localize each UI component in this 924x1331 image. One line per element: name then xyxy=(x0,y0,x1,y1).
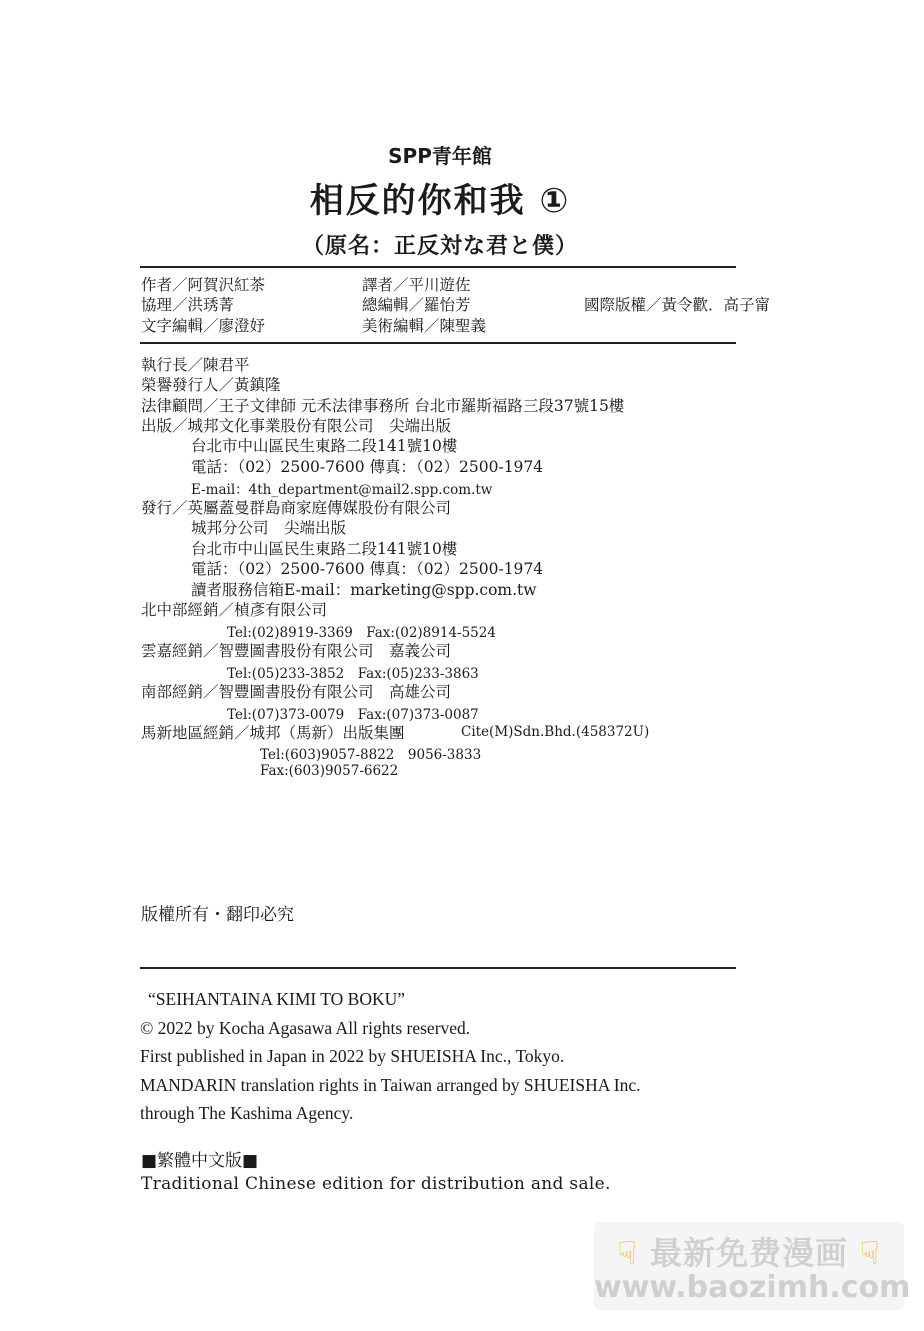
credit-coordinator: 協理／洪琇菁 xyxy=(141,296,235,314)
pointing-down-hand-icon: ☟ xyxy=(617,1234,638,1272)
chiayi-distributor-contact: Tel:(05)233-3852 Fax:(05)233-3863 xyxy=(227,666,479,682)
edition-heading: ■繁體中文版■ xyxy=(141,1151,259,1171)
credit-author: 作者／阿賀沢紅茶 xyxy=(141,276,266,294)
south-distributor: 南部經銷／智豐圖書股份有限公司 高雄公司 xyxy=(141,683,452,701)
watermark xyxy=(594,1222,911,1310)
book-title: 相反的你和我 ① xyxy=(309,181,571,221)
exec-director: 執行長／陳君平 xyxy=(141,356,250,374)
pointing-down-hand-icon: ☟ xyxy=(860,1234,881,1272)
malaysia-company: Cite(M)Sdn.Bhd.(458372U) xyxy=(461,724,650,740)
watermark-line2: www.baozimh.com xyxy=(594,1270,911,1305)
credits-top-rule xyxy=(140,266,736,268)
malaysia-distributor: 馬新地區經銷／城邦（馬新）出版集團 xyxy=(141,724,405,742)
publisher-phone: 電話：（02）2500-7600 傳真：（02）2500-1974 xyxy=(191,458,544,476)
copyright-original-title: “SEIHANTAINA KIMI TO BOKU” xyxy=(148,989,406,1009)
edition-statement: Traditional Chinese edition for distribution and sale. xyxy=(141,1174,611,1194)
malaysia-tel: Tel:(603)9057-8822 9056-3833 xyxy=(260,747,482,763)
credit-intl-rights: 國際版權／黃令歡．高子甯 xyxy=(584,296,771,314)
credit-translator: 譯者／平川遊佐 xyxy=(362,276,471,294)
rights-notice: 版權所有・翻印必究 xyxy=(141,905,294,925)
copyright-line: © 2022 by Kocha Agasawa All rights reserved. xyxy=(140,1017,471,1038)
malaysia-fax: Fax:(603)9057-6622 xyxy=(260,763,399,779)
credits-bottom-rule xyxy=(140,342,736,344)
publisher: 出版／城邦文化事業股份有限公司 尖端出版 xyxy=(141,417,452,435)
distributor-branch: 城邦分公司 尖端出版 xyxy=(191,519,347,537)
credit-art-editor: 美術編輯／陳聖義 xyxy=(362,317,487,335)
imprint-label: SPP青年館 xyxy=(388,144,492,168)
copyright-line: First published in Japan in 2022 by SHUEISHA Inc., Tokyo. xyxy=(140,1046,565,1066)
credit-chief-editor: 總編輯／羅怡芳 xyxy=(362,296,471,314)
honorary-publisher: 榮譽發行人／黃鎮隆 xyxy=(141,376,281,394)
publisher-email: E-mail：4th_department@mail2.spp.com.tw xyxy=(191,482,493,498)
legal-advisor: 法律顧問／王子文律師 元禾法律事務所 台北市羅斯福路三段37號15樓 xyxy=(141,397,625,415)
south-distributor-contact: Tel:(07)373-0079 Fax:(07)373-0087 xyxy=(227,707,479,723)
publisher-address: 台北市中山區民生東路二段141號10樓 xyxy=(191,437,458,455)
reader-service-email: 讀者服務信箱E-mail：marketing@spp.com.tw xyxy=(191,581,537,599)
chiayi-distributor: 雲嘉經銷／智豐圖書股份有限公司 嘉義公司 xyxy=(141,642,452,660)
distributor-phone: 電話：（02）2500-7600 傳真：（02）2500-1974 xyxy=(191,560,544,578)
watermark-line1: 最新免费漫画 xyxy=(649,1234,848,1272)
original-title: （原名：正反対な君と僕） xyxy=(301,234,578,259)
copyright-block xyxy=(140,985,641,1128)
watermark-banner xyxy=(594,1228,904,1274)
distributor-address: 台北市中山區民生東路二段141號10樓 xyxy=(191,540,458,558)
distributor: 發行／英屬蓋曼群島商家庭傳媒股份有限公司 xyxy=(141,499,452,517)
north-distributor: 北中部經銷／楨彥有限公司 xyxy=(141,601,328,619)
north-distributor-contact: Tel:(02)8919-3369 Fax:(02)8914-5524 xyxy=(227,625,496,641)
credit-text-editor: 文字編輯／廖澄妤 xyxy=(141,317,266,335)
copyright-line: MANDARIN translation rights in Taiwan arranged by SHUEISHA Inc. xyxy=(140,1074,641,1095)
copyright-rule xyxy=(140,967,736,969)
copyright-line: through The Kashima Agency. xyxy=(140,1103,354,1123)
